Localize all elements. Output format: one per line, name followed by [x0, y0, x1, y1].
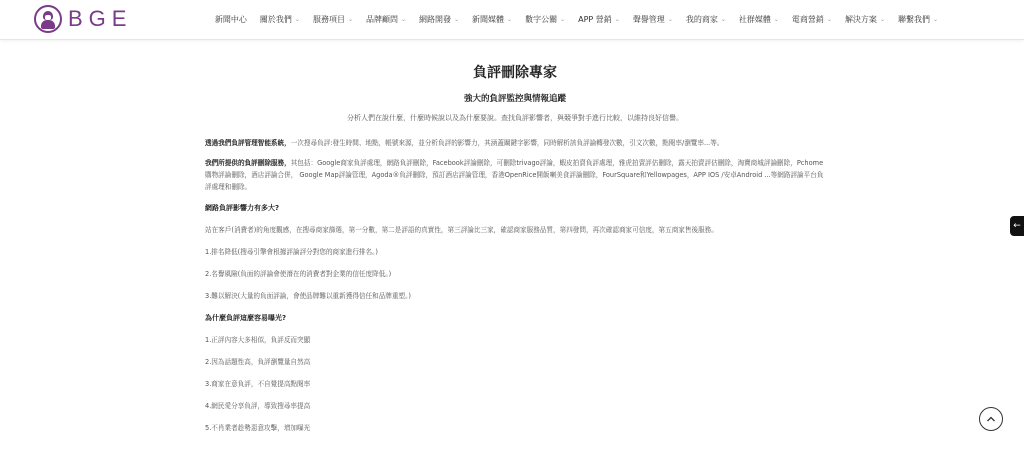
section-2-list-item: 1.正評內容大多相似，負評反而突顯: [205, 336, 311, 344]
arrow-left-icon: ←: [1013, 221, 1021, 231]
nav-item-label: 數字公關: [525, 15, 558, 24]
nav-item[interactable]: [419, 14, 459, 25]
back-to-top-button[interactable]: [979, 407, 1003, 431]
chevron-down-icon: ⌄: [879, 16, 885, 23]
nav-item[interactable]: [366, 14, 406, 25]
nav-item[interactable]: [845, 14, 885, 25]
nav-item[interactable]: [739, 14, 779, 25]
chevron-down-icon: ⌄: [720, 16, 726, 23]
chevron-down-icon: ⌄: [294, 16, 300, 23]
page-title: 負評刪除專家: [473, 65, 557, 81]
nav-item-label: 服務項目: [312, 15, 345, 24]
intro-paragraph-1: [205, 137, 825, 149]
section-1-heading: 網路負評影響力有多大?: [205, 204, 280, 212]
nav-item-label: 解決方案: [844, 15, 877, 24]
section-2-list-item: 2.因為話題性高，負評瀏覽量自然高: [205, 358, 311, 366]
lead-text: 分析人們在說什麼，什麼時候說以及為什麼要說。查找負評影響者，與競爭對手進行比較，以維持良好信譽。: [347, 114, 683, 122]
section-2-heading: 為什麼負評這麼容易曝光?: [205, 314, 287, 322]
section-2-list-item: 4.網民愛分享負評，導致搜尋率提高: [205, 402, 311, 410]
section-2-list-item: 3.商家在意負評，不自覺提高點閱率: [205, 380, 311, 388]
intro-paragraph-2: [205, 157, 825, 193]
nav-item-label: 電商營銷: [791, 15, 824, 24]
nav-item[interactable]: [898, 14, 938, 25]
main-content: [205, 58, 825, 434]
section-1-list-item: 3.難以解決(大量的負面評論，會使品牌難以重新獲得信任和品牌重塑。): [205, 292, 411, 300]
section-2-list-item: 5.不肖業者趁勢惡意攻擊，增加曝光: [205, 424, 311, 432]
chevron-down-icon: ⌄: [826, 16, 832, 23]
chevron-down-icon: ⌄: [773, 16, 779, 23]
chevron-up-icon: [986, 414, 996, 424]
nav-item[interactable]: [578, 14, 620, 25]
section-1-intro: 站在客戶(消費者)的角度觀感，在搜尋商家篩選，第一分數，第二是評語的真實性，第三評論比三家，確認商家服務品質，第四發問，再次確認商家可信度，第五商家售後服務。: [205, 226, 718, 234]
nav-item-label: 品牌顧問: [365, 15, 398, 24]
chevron-down-icon: ⌄: [454, 16, 460, 23]
section-1-list: [205, 246, 825, 302]
nav-item-label: 聲譽管理: [632, 15, 665, 24]
main-nav: [215, 0, 938, 39]
chevron-down-icon: ⌄: [667, 16, 673, 23]
chevron-down-icon: ⌄: [400, 16, 407, 23]
nav-item[interactable]: [525, 14, 565, 25]
chevron-down-icon: ⌄: [347, 16, 353, 23]
intro-paragraph-2-text: 其包括：Google商家負評處理，網路負評刪除，Facebook評論刪除，可刪除trivago評論，蝦皮拍賣負評處理，雅虎拍賣評估刪除，露天拍賣評估刪除，淘寶商城評論刪除，Pchome購物評論刪除，酒店評論合併， Google Map評論管理，Agoda®負評刪除，預訂酒店評論管理，香港OpenRice開飯喇美食評論刪除，FourSquare和Yellowpages，APP IOS /安卓Android ...等網路評論平台負評處理和刪除。: [205, 159, 824, 191]
brand-logo[interactable]: [34, 4, 132, 34]
chevron-down-icon: ⌄: [560, 16, 566, 23]
nav-item-label: 關於我們: [259, 15, 292, 24]
section-2-list: [205, 334, 825, 434]
nav-item[interactable]: [633, 14, 673, 25]
nav-item-label: 社群媒體: [738, 15, 771, 24]
section-1-list-item: 1.排名降低(搜尋引擎會根據評論評分對您的商家進行排名。): [205, 248, 378, 256]
nav-item[interactable]: [686, 14, 726, 25]
nav-item[interactable]: [792, 14, 832, 25]
intro-paragraph-2-bold: 我們所提供的負評刪除服務，: [205, 159, 291, 167]
nav-item-label: 網路開發: [419, 15, 452, 24]
chevron-down-icon: ⌄: [614, 16, 620, 23]
chevron-down-icon: ⌄: [932, 16, 938, 23]
chevron-down-icon: ⌄: [507, 16, 513, 23]
logo-text: BGE: [68, 6, 133, 31]
site-header: [0, 0, 1024, 40]
side-drawer-tab[interactable]: [1010, 216, 1024, 236]
nav-item[interactable]: [215, 14, 247, 25]
nav-item[interactable]: [313, 14, 353, 25]
nav-item-label: 新聞媒體: [472, 15, 505, 24]
nav-item-label: 新聞中心: [214, 15, 247, 24]
nav-item[interactable]: [472, 14, 512, 25]
intro-paragraph-1-text: 一次搜尋負評:發生時間、地點，帳號來源，並分析負評的影響力，其涵蓋關鍵字影響，同時解析該負評論轉發次數，引文次數，點閱率/瀏覽率...等。: [290, 139, 724, 147]
intro-paragraph-1-bold: 透過我們負評管理智能系統，: [205, 139, 291, 147]
page-subtitle: 強大的負評監控與情報追蹤: [463, 94, 566, 104]
section-1-list-item: 2.名譽風險(負面的評論會使潛在的消費者對企業的信任度降低。): [205, 270, 392, 278]
logo-mark-icon: [34, 5, 62, 33]
nav-item-label: 聯繫我們: [897, 15, 930, 24]
nav-item-label: APP 營銷: [578, 15, 612, 24]
nav-item[interactable]: [260, 14, 300, 25]
nav-item-label: 我的商家: [685, 15, 718, 24]
